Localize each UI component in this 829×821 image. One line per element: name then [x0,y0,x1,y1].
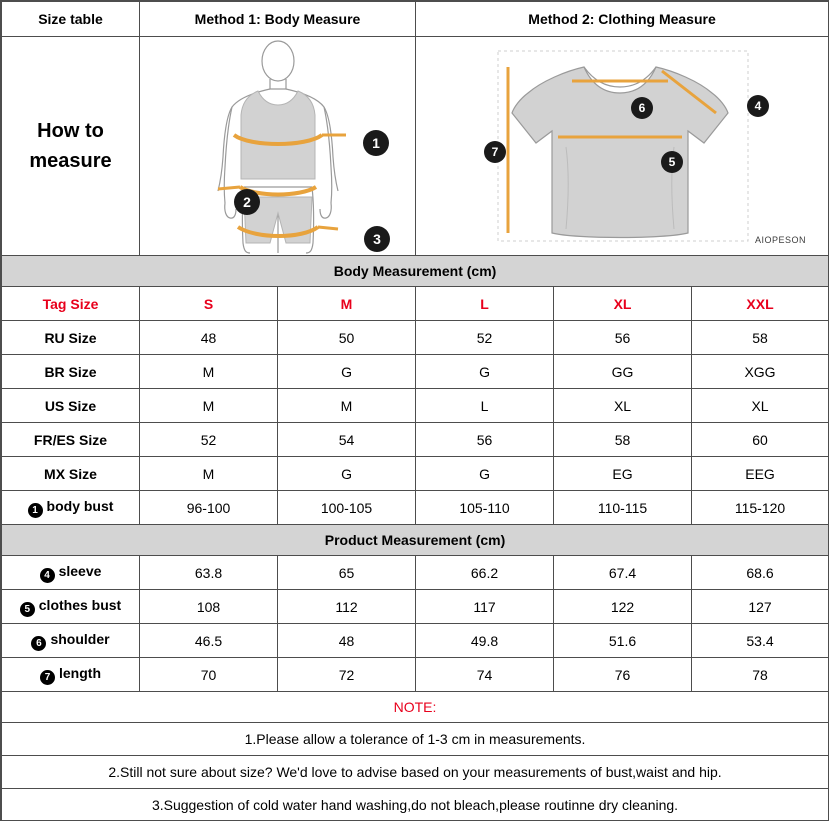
row-label-body-bust-text: body bust [46,497,114,514]
column-header-s: S [140,287,278,321]
marker-2: 2 [234,189,260,215]
cell-us-m: M [278,389,416,423]
cell-shoulder-m: 48 [278,624,416,658]
bullet-6-icon: 6 [31,636,46,651]
table-row [2,624,829,658]
body-measure-illustration [140,37,416,256]
cell-bodybust-l: 105-110 [416,491,554,525]
cell-length-m: 72 [278,658,416,692]
illustration-row [2,37,829,256]
cell-sleeve-s: 63.8 [140,556,278,590]
product-section-header-row [2,525,829,556]
cell-fres-l: 56 [416,423,554,457]
note-row [2,723,829,756]
note-row [2,756,829,789]
marker-3: 3 [364,226,390,252]
body-section-title: Body Measurement (cm) [2,256,829,287]
method1-title: Method 1: Body Measure [140,2,416,37]
cell-br-s: M [140,355,278,389]
marker-7: 7 [484,141,506,163]
column-header-xxl: XXL [692,287,829,321]
bullet-1-icon: 1 [28,503,43,518]
row-label-us-size: US Size [2,389,140,423]
cell-ru-l: 52 [416,321,554,355]
cell-clothesbust-m: 112 [278,590,416,624]
cell-mx-xxl: EEG [692,457,829,491]
size-chart-table [1,1,829,821]
table-row [2,658,829,692]
row-label-shoulder-text: shoulder [50,630,110,647]
cell-clothesbust-xxl: 127 [692,590,829,624]
cell-mx-xl: EG [554,457,692,491]
cell-bodybust-xl: 110-115 [554,491,692,525]
column-header-m: M [278,287,416,321]
table-row [2,457,829,491]
cell-sleeve-m: 65 [278,556,416,590]
column-header-l: L [416,287,554,321]
row-label-clothes-bust-text: clothes bust [38,596,122,613]
cell-shoulder-s: 46.5 [140,624,278,658]
cell-br-m: G [278,355,416,389]
cell-us-l: L [416,389,554,423]
cell-ru-s: 48 [140,321,278,355]
cell-ru-m: 50 [278,321,416,355]
table-row [2,321,829,355]
row-label-mx-size: MX Size [2,457,140,491]
cell-length-xxl: 78 [692,658,829,692]
cell-length-xl: 76 [554,658,692,692]
cell-br-l: G [416,355,554,389]
row-label-shoulder [2,624,140,658]
size-table-title: Size table [2,2,140,37]
row-label-body-bust [2,491,140,525]
cell-clothesbust-l: 117 [416,590,554,624]
cell-ru-xxl: 58 [692,321,829,355]
body-section-header-row [2,256,829,287]
cell-clothesbust-xl: 122 [554,590,692,624]
table-row [2,423,829,457]
cell-sleeve-xl: 67.4 [554,556,692,590]
tag-size-row [2,287,829,321]
note-line-3: 3.Suggestion of cold water hand washing,do not bleach,please routinne dry cleaning. [2,789,829,821]
row-label-sleeve [2,556,140,590]
cell-bodybust-xxl: 115-120 [692,491,829,525]
cell-bodybust-s: 96-100 [140,491,278,525]
clothing-measure-illustration [416,37,829,256]
cell-sleeve-xxl: 68.6 [692,556,829,590]
cell-br-xxl: XGG [692,355,829,389]
note-title-row [2,692,829,723]
marker-4: 4 [747,95,769,117]
table-row [2,355,829,389]
marker-1: 1 [363,130,389,156]
method2-title: Method 2: Clothing Measure [416,2,829,37]
bullet-4-icon: 4 [40,568,55,583]
cell-mx-l: G [416,457,554,491]
cell-ru-xl: 56 [554,321,692,355]
table-row [2,556,829,590]
column-header-xl: XL [554,287,692,321]
cell-mx-s: M [140,457,278,491]
cell-shoulder-xxl: 53.4 [692,624,829,658]
cell-mx-m: G [278,457,416,491]
shirt-figure-svg [416,37,828,255]
brand-watermark: AIOPESON [755,235,807,245]
row-label-fr-es-size: FR/ES Size [2,423,140,457]
marker-6: 6 [631,97,653,119]
table-row [2,389,829,423]
cell-sleeve-l: 66.2 [416,556,554,590]
row-label-sleeve-text: sleeve [58,562,102,579]
table-row [2,491,829,525]
cell-bodybust-m: 100-105 [278,491,416,525]
cell-shoulder-l: 49.8 [416,624,554,658]
cell-fres-xxl: 60 [692,423,829,457]
column-header-tag-size: Tag Size [2,287,140,321]
product-section-title: Product Measurement (cm) [2,525,829,556]
marker-5: 5 [661,151,683,173]
bullet-7-icon: 7 [40,670,55,685]
row-label-clothes-bust [2,590,140,624]
row-label-length-text: length [59,664,101,681]
cell-length-s: 70 [140,658,278,692]
row-label-length [2,658,140,692]
how-to-measure-label: How to measure [29,120,112,172]
cell-us-xl: XL [554,389,692,423]
cell-fres-m: 54 [278,423,416,457]
header-row [2,2,829,37]
cell-us-s: M [140,389,278,423]
cell-length-l: 74 [416,658,554,692]
note-row [2,789,829,821]
table-row [2,590,829,624]
note-line-1: 1.Please allow a tolerance of 1-3 cm in measurements. [2,723,829,756]
how-to-measure-cell [2,37,140,256]
bullet-5-icon: 5 [20,602,35,617]
cell-fres-s: 52 [140,423,278,457]
row-label-ru-size: RU Size [2,321,140,355]
cell-shoulder-xl: 51.6 [554,624,692,658]
cell-us-xxl: XL [692,389,829,423]
row-label-br-size: BR Size [2,355,140,389]
cell-br-xl: GG [554,355,692,389]
note-title: NOTE: [2,692,829,723]
cell-fres-xl: 58 [554,423,692,457]
note-line-2: 2.Still not sure about size? We'd love to advise based on your measurements of bust,waist and hip. [2,756,829,789]
cell-clothesbust-s: 108 [140,590,278,624]
